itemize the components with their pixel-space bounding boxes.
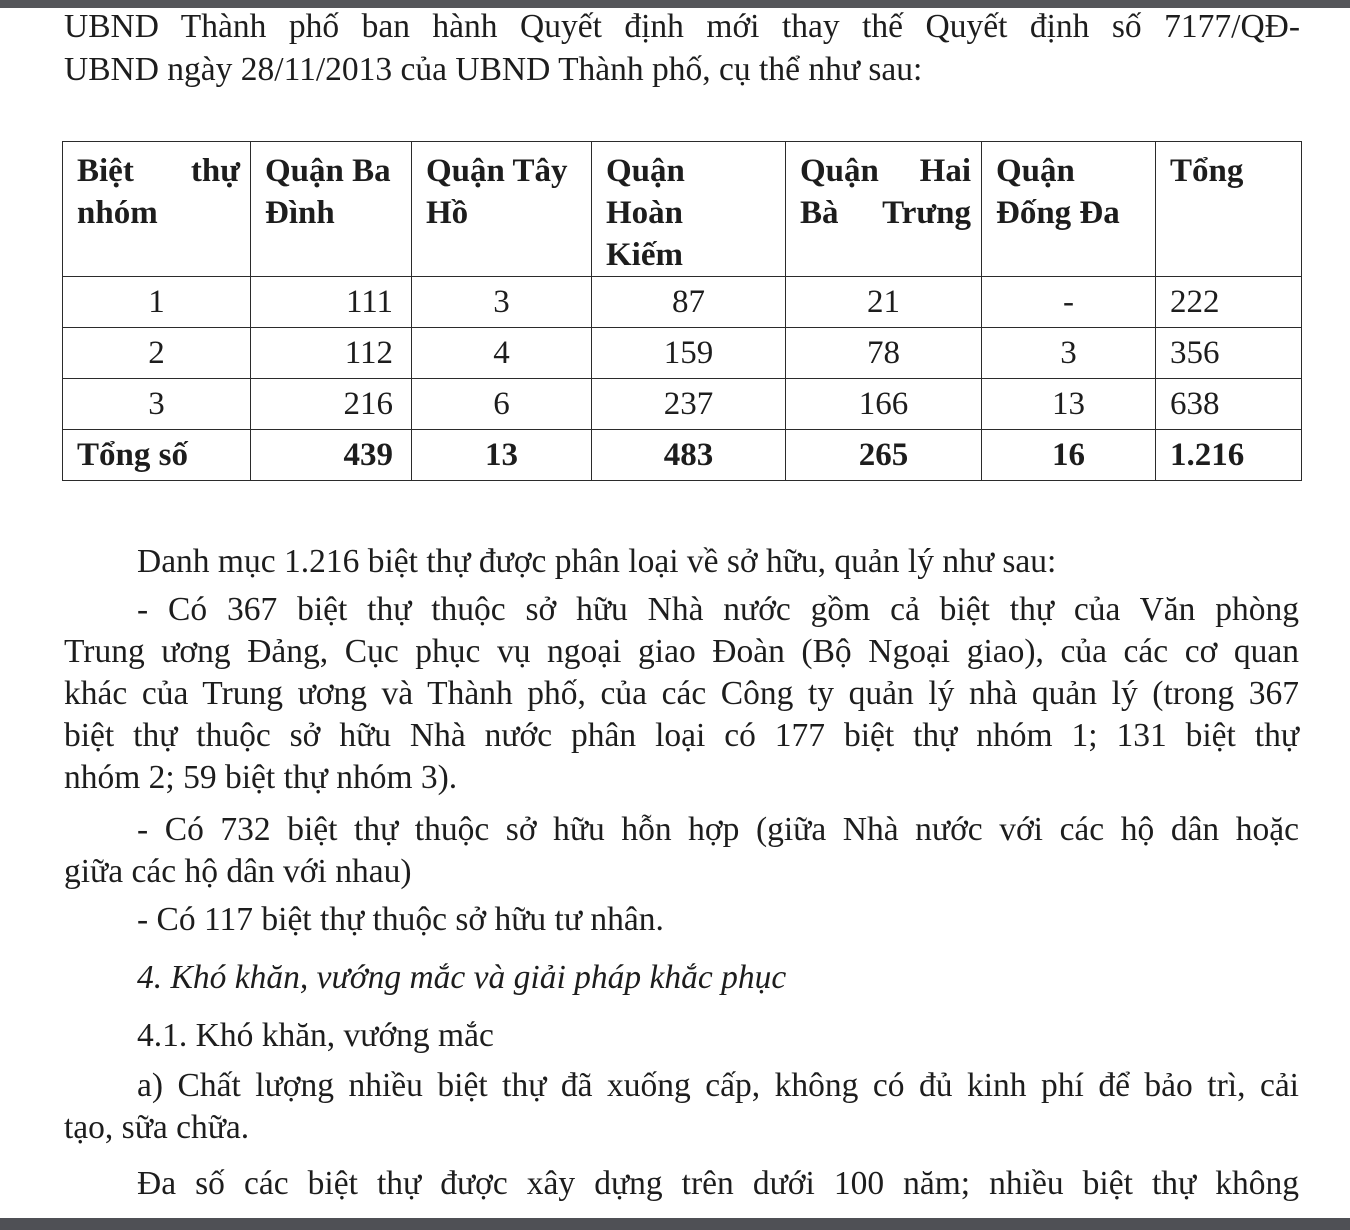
header-hai-ba-trung: Quận Hai Bà Trưng <box>786 142 982 277</box>
table-row <box>63 379 1302 430</box>
table-cell: 3 <box>982 328 1156 379</box>
state-line-1: - Có 367 biệt thự thuộc sở hữu Nhà nước gồm cả biệt thự của Văn phòng <box>137 591 1299 628</box>
table-cell: - <box>982 277 1156 328</box>
table-cell: 1.216 <box>1156 430 1302 481</box>
catalog-intro: Danh mục 1.216 biệt thự được phân loại về sở hữu, quản lý như sau: <box>137 543 1057 580</box>
window-bottom-bar <box>0 1218 1350 1230</box>
table-cell: 4 <box>412 328 592 379</box>
intro-line-2: UBND ngày 28/11/2013 của UBND Thành phố, cụ thể như sau: <box>64 51 923 88</box>
table-cell: Tổng số <box>63 430 251 481</box>
table-cell: 78 <box>786 328 982 379</box>
header-total: Tổng <box>1156 142 1302 277</box>
table-cell: 112 <box>251 328 412 379</box>
table-cell: 222 <box>1156 277 1302 328</box>
item-a-line-1: a) Chất lượng nhiều biệt thự đã xuống cấp, không có đủ kinh phí để bảo trì, cải <box>137 1067 1299 1104</box>
state-line-4: biệt thự thuộc sở hữu Nhà nước phân loại có 177 biệt thự nhóm 1; 131 biệt thự <box>64 717 1299 754</box>
table-cell: 16 <box>982 430 1156 481</box>
table-row <box>63 328 1302 379</box>
table-header-row <box>63 142 1302 277</box>
mixed-line-2: giữa các hộ dân với nhau) <box>64 853 412 890</box>
state-line-2: Trung ương Đảng, Cục phục vụ ngoại giao Đoàn (Bộ Ngoại giao), của các cơ quan <box>64 633 1299 670</box>
header-villa-group: Biệt thự nhóm <box>63 142 251 277</box>
villa-summary-table <box>62 141 1302 481</box>
private-line: - Có 117 biệt thự thuộc sở hữu tư nhân. <box>137 901 664 938</box>
subsection-heading: 4.1. Khó khăn, vướng mắc <box>137 1017 494 1054</box>
table-cell: 159 <box>592 328 786 379</box>
header-tay-ho: Quận Tây Hồ <box>412 142 592 277</box>
header-ba-dinh: Quận Ba Đình <box>251 142 412 277</box>
table-total-row <box>63 430 1302 481</box>
section-heading: 4. Khó khăn, vướng mắc và giải pháp khắc phục <box>137 959 787 996</box>
table-cell: 638 <box>1156 379 1302 430</box>
table-cell: 166 <box>786 379 982 430</box>
table-cell: 1 <box>63 277 251 328</box>
header-hoan-kiem: Quận Hoàn Kiếm <box>592 142 786 277</box>
table-cell: 3 <box>412 277 592 328</box>
table-cell: 21 <box>786 277 982 328</box>
table-cell: 13 <box>412 430 592 481</box>
table-cell: 3 <box>63 379 251 430</box>
table-cell: 13 <box>982 379 1156 430</box>
state-line-5: nhóm 2; 59 biệt thự nhóm 3). <box>64 759 458 796</box>
table-cell: 2 <box>63 328 251 379</box>
table-cell: 216 <box>251 379 412 430</box>
table-row <box>63 277 1302 328</box>
table-cell: 6 <box>412 379 592 430</box>
table-cell: 356 <box>1156 328 1302 379</box>
table-cell: 439 <box>251 430 412 481</box>
item-a-line-2: tạo, sữa chữa. <box>64 1109 250 1146</box>
state-line-3: khác của Trung ương và Thành phố, của các Công ty quản lý nhà quản lý (trong 367 <box>64 675 1299 712</box>
intro-line-1: UBND Thành phố ban hành Quyết định mới thay thế Quyết định số 7177/QĐ- <box>64 8 1300 45</box>
table-cell: 483 <box>592 430 786 481</box>
header-dong-da: Quận Đống Đa <box>982 142 1156 277</box>
last-line: Đa số các biệt thự được xây dựng trên dưới 100 năm; nhiều biệt thự không <box>137 1165 1299 1202</box>
table-cell: 87 <box>592 277 786 328</box>
table-cell: 111 <box>251 277 412 328</box>
table-cell: 265 <box>786 430 982 481</box>
mixed-line-1: - Có 732 biệt thự thuộc sở hữu hỗn hợp (giữa Nhà nước với các hộ dân hoặc <box>137 811 1299 848</box>
table-cell: 237 <box>592 379 786 430</box>
